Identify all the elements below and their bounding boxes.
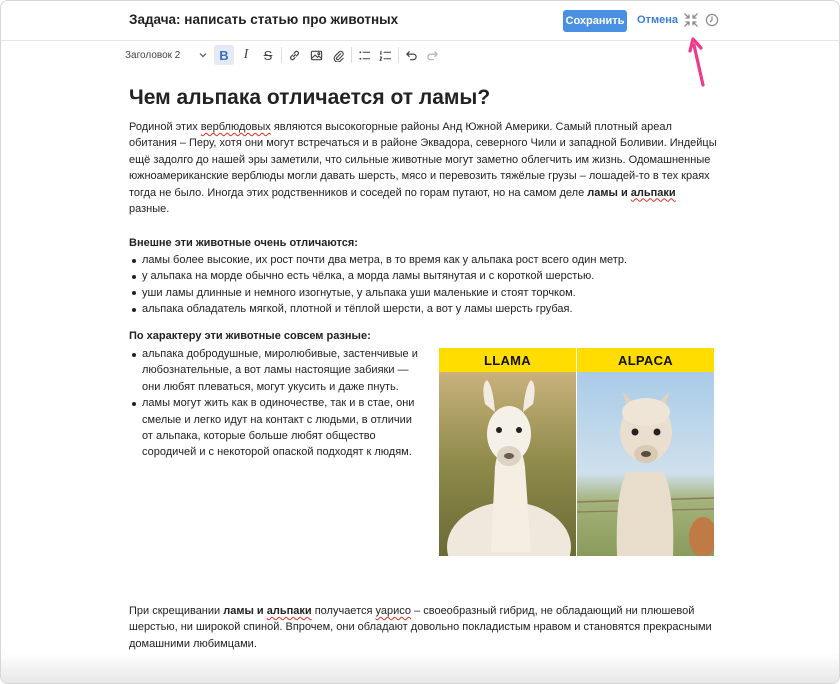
annotation-arrow-icon — [687, 35, 717, 89]
character-subheading[interactable]: По характеру эти животные совсем разные: — [129, 330, 371, 342]
spellcheck-word: верблюдовых — [200, 121, 271, 133]
bold-text: ламы и — [223, 605, 267, 617]
spellcheck-word: уарисо — [375, 605, 411, 617]
llama-illustration — [439, 372, 576, 556]
list-item[interactable]: ламы могут жить как в одиночестве, так и в стае, они смелые и легко идут на контакт с людьми, в отличии от альпака, которые больше любят общество сородичей и с некоторой опаской подходят к людям. — [129, 395, 419, 461]
heading-level-value: Заголовок 2 — [125, 49, 181, 61]
text-span: получается — [311, 605, 376, 617]
chevron-down-icon — [199, 51, 207, 59]
character-list — [129, 346, 419, 461]
article-heading[interactable]: Чем альпака отличается от ламы? — [129, 86, 491, 109]
alpaca-panel — [577, 348, 714, 556]
strikethrough-button[interactable]: S — [263, 47, 273, 63]
list-item[interactable]: альпака добродушные, миролюбивые, застенчивые и любознательные, а вот ламы настоящие забияки — они любят плеваться, могут укусить и даже пнуть. — [129, 346, 419, 395]
text-span: разные. — [129, 203, 170, 216]
bold-text: ламы и — [587, 186, 628, 199]
text-span: Родиной этих — [129, 121, 201, 133]
undo-icon — [405, 49, 418, 62]
undo-button[interactable] — [402, 45, 420, 65]
llama-alpaca-image[interactable] — [437, 348, 719, 562]
insert-image-button[interactable] — [307, 45, 325, 65]
numbered-list-button[interactable] — [376, 45, 394, 65]
bullet-list-icon — [358, 49, 371, 62]
numbered-list-icon — [379, 49, 392, 62]
outro-paragraph[interactable] — [129, 603, 719, 652]
text-span: являются высокогорные районы Анд Южной Америки. Самый плотный ареал обитания – Перу, хотя они могут встречаться и в районе Эквадора, северного Чили и западной Боливии. Индейцы ещё задолго до нашей эры заметили, что сильные животные могут заметно облегчить им жизнь. Одомашненные южноамериканские верблюды могли давать шерсть, мясо и перевозить тяжёлые грузы – лошадей-то в тех краях тогда не было. Иногда этих родственников и соседей по горам путают, но на самом деле — [129, 121, 717, 199]
link-icon — [288, 49, 301, 62]
collapse-icon[interactable] — [684, 13, 698, 27]
save-button[interactable]: Сохранить — [563, 10, 627, 32]
bold-spellcheck-word: альпаки — [630, 186, 676, 199]
cancel-link[interactable]: Отмена — [637, 14, 678, 26]
toolbar-separator — [281, 47, 282, 63]
list-item[interactable]: у альпака на морде обычно есть чёлка, а морда ламы вытянутая и с короткой шерстью. — [129, 268, 719, 284]
bullet-list-button[interactable] — [355, 45, 373, 65]
llama-panel — [439, 348, 576, 556]
intro-paragraph[interactable] — [129, 119, 719, 217]
alpaca-label: ALPACA — [577, 348, 714, 372]
italic-button[interactable]: I — [243, 47, 249, 62]
list-item[interactable]: альпака обладатель мягкой, плотной и тёплой шерсти, а вот у ламы шерсть грубая. — [129, 301, 719, 317]
text-span: – своеобразный гибрид, не обладающий ни плюшевой шерстью, ни широкой спиной. Впрочем, они обладают довольно покладистым нравом и становятся прекрасными домашними любимцами. — [129, 605, 712, 650]
bold-spellcheck-word: альпаки — [266, 605, 312, 617]
redo-button[interactable] — [423, 45, 441, 65]
bottom-fade — [1, 653, 839, 683]
toolbar-separator — [398, 47, 399, 63]
link-button[interactable] — [285, 45, 303, 65]
document-title: Задача: написать статью про животных — [129, 12, 399, 27]
heading-level-select[interactable] — [123, 45, 211, 65]
redo-icon — [426, 49, 439, 62]
llama-label: LLAMA — [439, 348, 576, 372]
list-item[interactable]: уши ламы длинные и немного изогнутые, у альпака уши маленькие и стоят торчком. — [129, 285, 719, 301]
history-clock-icon[interactable] — [705, 13, 719, 27]
attach-file-button[interactable] — [329, 45, 347, 65]
text-span: При скрещивании — [129, 605, 224, 617]
toolbar-separator — [351, 47, 352, 63]
appearance-subheading[interactable]: Внешне эти животные очень отличаются: — [129, 237, 358, 249]
image-icon — [310, 49, 323, 62]
list-item[interactable]: ламы более высокие, их рост почти два метра, в то время как у альпака рост всего один метр. — [129, 252, 719, 268]
alpaca-illustration — [577, 372, 714, 556]
paperclip-icon — [332, 49, 345, 62]
appearance-list — [129, 252, 719, 318]
bold-button[interactable]: B — [214, 45, 234, 65]
